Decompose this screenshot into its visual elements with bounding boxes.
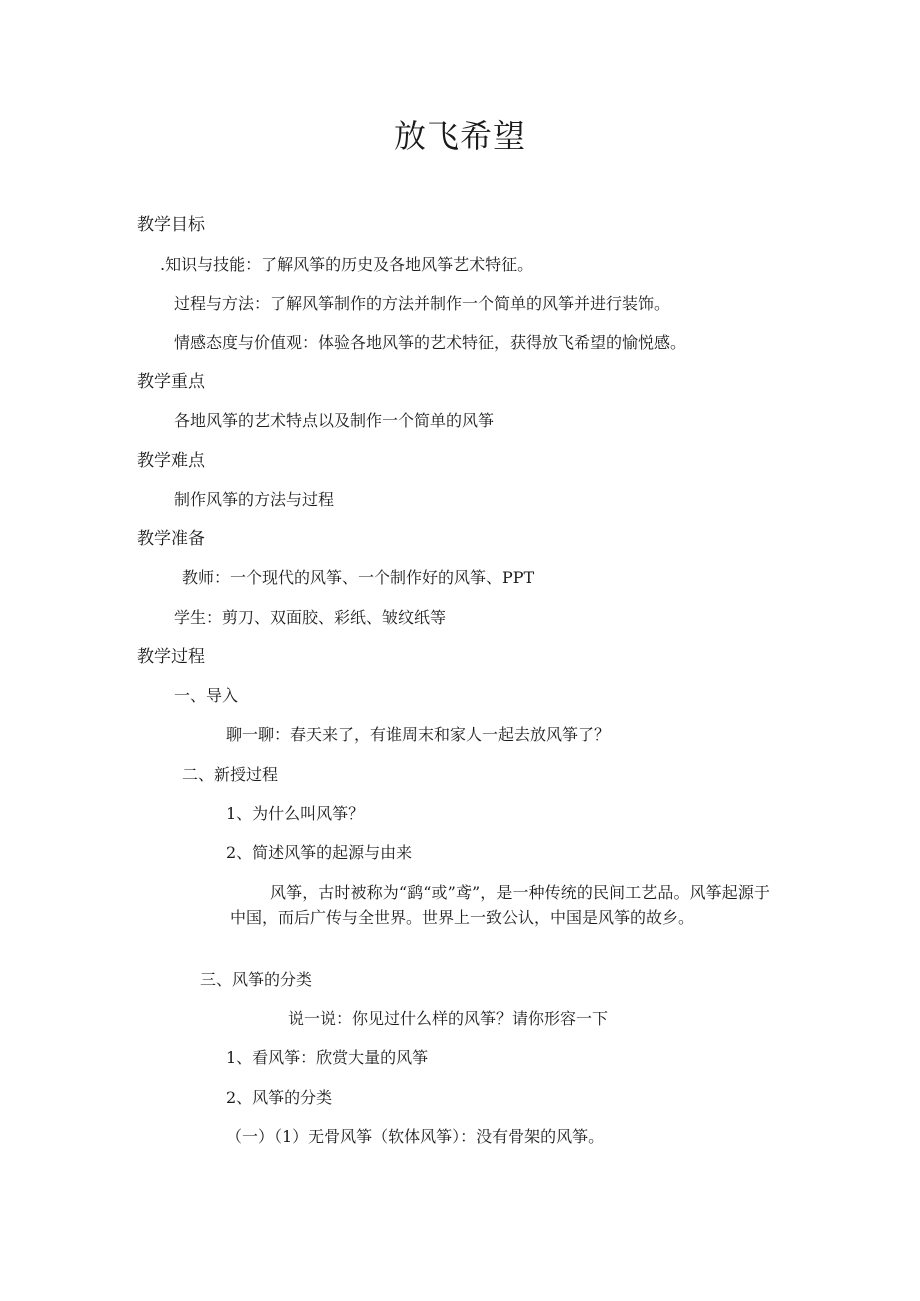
- process-heading: 教学过程: [137, 647, 205, 667]
- objective-emotion: 情感态度与价值观：体验各地风筝的艺术特征，获得放飞希望的愉悦感。: [174, 333, 687, 352]
- difficulties-text: 制作风筝的方法与过程: [174, 490, 335, 509]
- page-title: 放飞希望: [393, 117, 526, 155]
- origin-paragraph: 风筝，古时被称为“鹞“或”鸢”，是一种传统的民间工艺品。风筝起源于中国，而后广传与全世界。世界上一致公认，中国是风筝的故乡。: [230, 883, 770, 927]
- classification-item1: 1、看风筝：欣赏大量的风筝: [226, 1048, 429, 1067]
- intro-heading: 一、导入: [174, 686, 239, 705]
- key-points-heading: 教学重点: [137, 372, 205, 392]
- preparation-teacher: 教师：一个现代的风筝、一个制作好的风筝、PPT: [182, 568, 535, 587]
- objective-process: 过程与方法：了解风筝制作的方法并制作一个简单的风筝并进行装饰。: [174, 294, 671, 313]
- intro-text: 聊一聊：春天来了，有谁周末和家人一起去放风筝了？: [226, 725, 611, 744]
- objectives-heading: 教学目标: [137, 215, 205, 235]
- classification-heading: 三、风筝的分类: [200, 970, 313, 989]
- preparation-student: 学生：剪刀、双面胶、彩纸、皱纹纸等: [174, 608, 447, 627]
- classification-prompt: 说一说：你见过什么样的风筝？请你形容一下: [288, 1009, 609, 1028]
- new-lesson-q1: 1、为什么叫风筝？: [226, 804, 365, 823]
- key-points-text: 各地风筝的艺术特点以及制作一个简单的风筝: [174, 411, 495, 430]
- classification-sub1: （一）（1）无骨风筝（软体风筝）：没有骨架的风筝。: [226, 1127, 605, 1146]
- new-lesson-q2: 2、简述风筝的起源与由来: [226, 843, 413, 862]
- classification-item2: 2、风筝的分类: [226, 1088, 333, 1107]
- objective-knowledge: .知识与技能：了解风筝的历史及各地风筝艺术特征。: [160, 255, 534, 274]
- difficulties-heading: 教学难点: [137, 451, 205, 471]
- preparation-heading: 教学准备: [137, 529, 205, 549]
- new-lesson-heading: 二、新授过程: [182, 765, 279, 784]
